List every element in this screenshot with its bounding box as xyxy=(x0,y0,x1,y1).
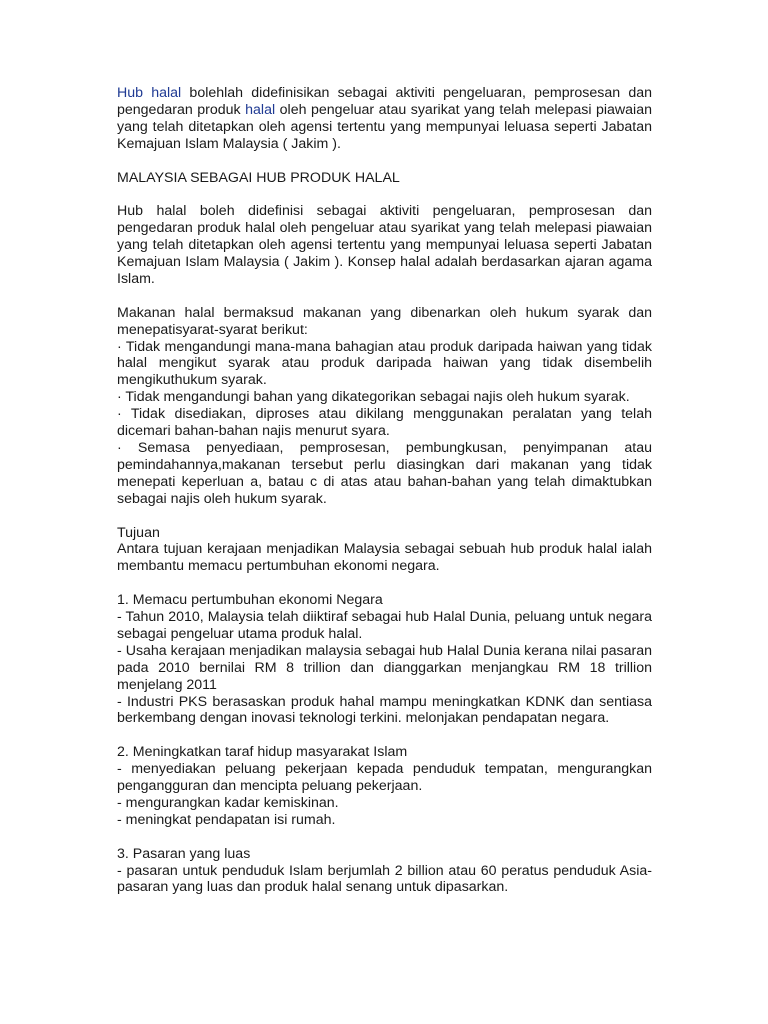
hub-halal-term: Hub halal xyxy=(117,85,182,101)
intro-text-1: bolehlah didefinisikan sebagai aktiviti pengeluaran, pemprosesan dan pengedaran produk xyxy=(117,85,652,118)
intro-paragraph xyxy=(117,85,652,153)
goal-text: Antara tujuan kerajaan menjadikan Malaysia sebagai sebuah hub produk halal ialah membantu memacu pertumbuhan ekonomi negara. xyxy=(117,541,652,575)
point-1-item: - Usaha kerajaan menjadikan malaysia sebagai hub Halal Dunia kerana nilai pasaran pada 2010 bernilai RM 8 trillion dan dianggarkan menjangkau RM 18 trillion menjelang 2011 xyxy=(117,642,652,693)
food-intro: Makanan halal bermaksud makanan yang dibenarkan oleh hukum syarak dan menepatisyarat-syarat berikut: xyxy=(117,304,652,338)
intro-text-2: oleh pengeluar atau syarikat yang telah melepasi piawaian yang telah ditetapkan oleh agensi tertentu yang mempunyai leluasa seperti Jabatan Kemajuan Islam Malaysia ( Jakim ). xyxy=(117,101,652,152)
point-1-item: - Tahun 2010, Malaysia telah diiktiraf sebagai hub Halal Dunia, peluang untuk negara sebagai pengeluar utama produk halal. xyxy=(117,609,652,642)
point-2-item: - meningkat pendapatan isi rumah. xyxy=(117,811,336,828)
point-1-title: 1. Memacu pertumbuhan ekonomi Negara xyxy=(117,592,383,609)
point-2-item: - mengurangkan kadar kemiskinan. xyxy=(117,794,339,811)
definition-paragraph: Hub halal boleh didefinisi sebagai aktiviti pengeluaran, pemprosesan dan pengedaran produk halal oleh pengeluar atau syarikat yang telah melepasi piawaian yang telah ditetapkan oleh agensi tertentu yang mempunyai leluasa seperti Jabatan Kemajuan Islam Malaysia ( Jakim ). Konsep halal adalah berdasarkan ajaran agama Islam. xyxy=(117,203,652,287)
point-2-section xyxy=(117,744,652,829)
food-item: · Semasa penyediaan, pemprosesan, pembungkusan, penyimpanan atau pemindahannya,makanan tersebut perlu diasingkan dari makanan yang tidak menepati keperluan a, batau c di atas atau bahan-bahan yang telah dimaktubkan sebagai najis oleh hukum syarak. xyxy=(117,439,652,507)
food-item: · Tidak mengandungi mana-mana bahagian atau produk daripada haiwan yang tidak halal mengikut syarak atau produk daripada haiwan yang tidak disembelih mengikuthukum syarak. xyxy=(117,338,652,389)
point-1-section xyxy=(117,592,652,727)
halal-term: halal xyxy=(245,101,276,118)
point-3-title: 3. Pasaran yang luas xyxy=(117,845,251,862)
goal-section xyxy=(117,525,652,576)
food-item: · Tidak disediakan, diproses atau dikilang menggunakan peralatan yang telah dicemari bahan-bahan najis menurut syara. xyxy=(117,406,652,440)
point-2-title: 2. Meningkatkan taraf hidup masyarakat Islam xyxy=(117,744,408,761)
point-3-item: - pasaran untuk penduduk Islam berjumlah 2 billion atau 60 peratus penduduk Asia- pasaran yang luas dan produk halal senang untuk dipasarkan. xyxy=(117,862,652,896)
food-item: · Tidak mengandungi bahan yang dikategorikan sebagai najis oleh hukum syarak. xyxy=(117,389,630,406)
point-1-item: - Industri PKS berasaskan produk hahal mampu meningkatkan KDNK dan sentiasa berkembang dengan inovasi teknologi terkini. melonjakan pendapatan negara. xyxy=(117,693,652,727)
point-3-section xyxy=(117,846,652,897)
point-2-item: - menyediakan peluang pekerjaan kepada penduduk tempatan, mengurangkan pengangguran dan mencipta peluang pekerjaan. xyxy=(117,761,652,795)
food-section xyxy=(117,305,652,508)
document-page xyxy=(117,85,652,913)
section-title: MALAYSIA SEBAGAI HUB PRODUK HALAL xyxy=(117,169,400,186)
goal-title: Tujuan xyxy=(117,524,160,541)
